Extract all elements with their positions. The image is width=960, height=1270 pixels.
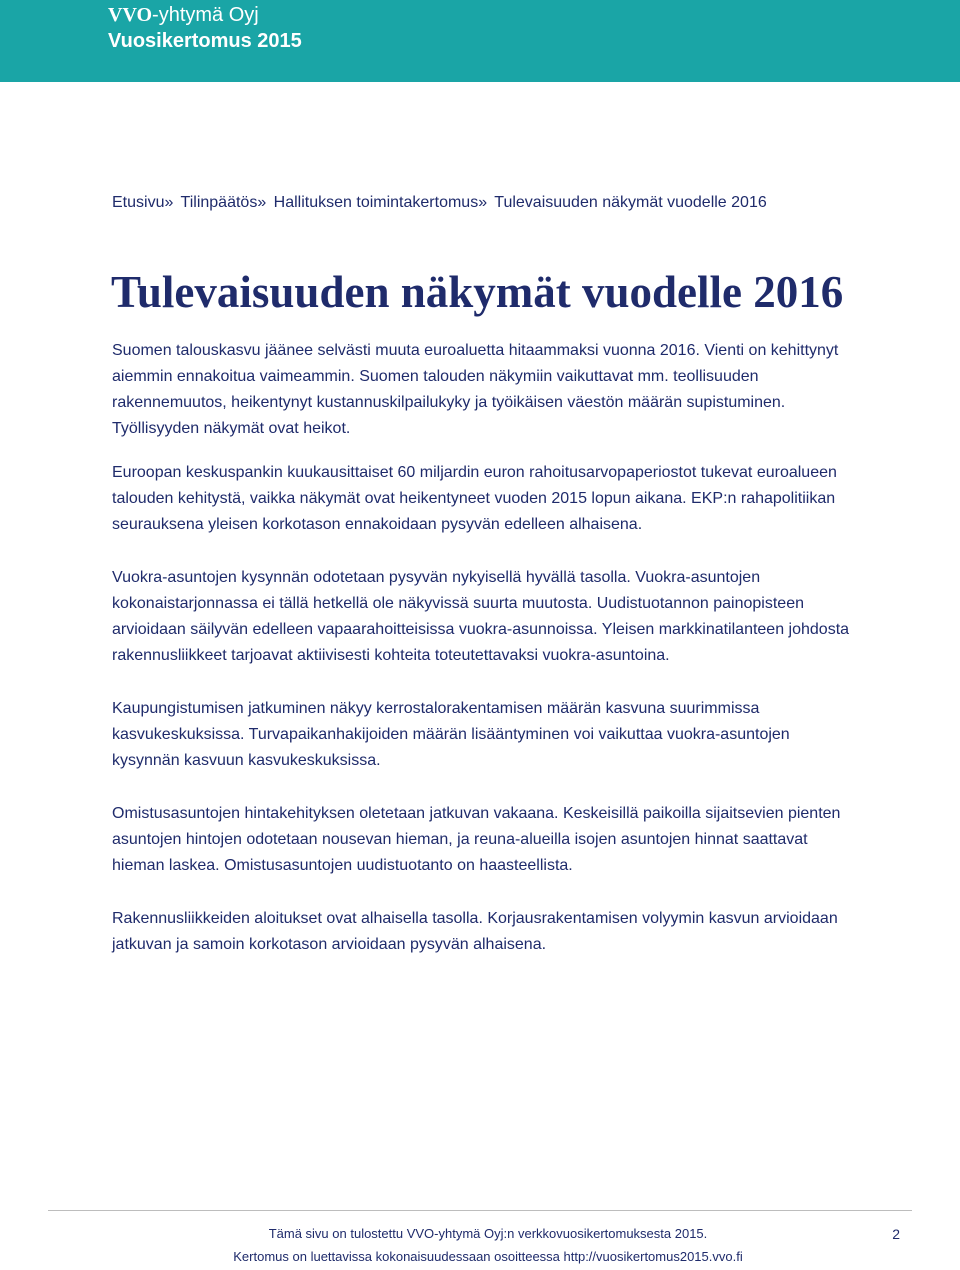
breadcrumb bbox=[112, 192, 852, 214]
breadcrumb-separator: » bbox=[164, 194, 174, 211]
company-name bbox=[108, 3, 259, 27]
footer-divider bbox=[48, 1210, 912, 1211]
breadcrumb-item-current: Tulevaisuuden näkymät vuodelle 2016 bbox=[494, 194, 767, 211]
footer-print-note: Tämä sivu on tulostettu VVO-yhtymä Oyj:n verkkovuosikertomuksesta 2015. bbox=[268, 1226, 708, 1241]
company-suffix: -yhtymä Oyj bbox=[152, 4, 259, 26]
body-paragraph: Rakennusliikkeiden aloitukset ovat alhaisella tasolla. Korjausrakentamisen volyymin kasvun arvioidaan jatkuvan ja samoin korkotason arvioidaan pysyvän alhaisena. bbox=[112, 910, 838, 953]
breadcrumb-item-home[interactable]: Etusivu bbox=[112, 194, 165, 211]
body-paragraph: Vuokra-asuntojen kysynnän odotetaan pysyvän nykyisellä hyvällä tasolla. Vuokra-asuntojen kokonaistarjonnassa ei tällä hetkellä ole näkyvissä suurta muutosta. Uudistuotannon painopisteen arvioidaan säilyvän edelleen vapaarahoitteisissa vuokra-asunnoissa. Yleisen markkinatilanteen johdosta rakennusliikkeet tarjoavat aktiivisesti kohteita toteutettavaksi vuokra-asuntoina. bbox=[112, 569, 850, 664]
header-bar bbox=[0, 0, 960, 82]
body-paragraph: Omistusasuntojen hintakehityksen oletetaan jatkuvan vakaana. Keskeisillä paikoilla sijaitsevien pienten asuntojen hintojen odotetaan nousevan hieman, ja reuna-alueilla isojen asuntojen hinnat saattavat hieman laskea. Omistusasuntojen uudistuotanto on haasteellista. bbox=[112, 805, 841, 874]
report-title: Vuosikertomus 2015 bbox=[108, 30, 302, 52]
lead-paragraph: Suomen talouskasvu jäänee selvästi muuta euroaluetta hitaammaksi vuonna 2016. Vienti on kehittynyt aiemmin ennakoitua vaimeammin. Suomen talouden näkymiin vaikuttavat mm. teollisuuden rakennemuutos, heikentynyt kustannuskilpailukyky ja työikäisen väestön määrän supistuminen. Työllisyyden näkymät ovat heikot. bbox=[112, 342, 839, 437]
body-paragraph: Euroopan keskuspankin kuukausittaiset 60 miljardin euron rahoitusarvopaperiostot tukevat euroalueen talouden kehitystä, vaikka näkymät ovat heikentyneet vuoden 2015 lopun aikana. EKP:n rahapolitiikan seurauksena yleisen korkotason ennakoidaan pysyvän edelleen alhaisena. bbox=[112, 464, 837, 533]
breadcrumb-separator: » bbox=[257, 194, 267, 211]
article-body bbox=[112, 338, 852, 985]
body-paragraph: Kaupungistumisen jatkuminen näkyy kerrostalorakentamisen määrän kasvuna suurimmissa kasvukeskuksissa. Turvapaikanhakijoiden määrän lisääntyminen voi vaikuttaa vuokra-asuntojen kysynnän kasvuun kasvukeskuksissa. bbox=[112, 700, 790, 769]
breadcrumb-item-toimintakertomus[interactable]: Hallituksen toimintakertomus bbox=[273, 194, 479, 211]
footer-url-note: Kertomus on luettavissa kokonaisuudessaan osoitteessa http://vuosikertomus2015.vvo.fi bbox=[233, 1249, 743, 1264]
page-number: 2 bbox=[892, 1226, 900, 1242]
brand-logo-text: VVO bbox=[108, 4, 153, 26]
breadcrumb-item-tilinpaatos[interactable]: Tilinpäätös bbox=[180, 194, 258, 211]
breadcrumb-separator: » bbox=[478, 194, 488, 211]
page-title: Tulevaisuuden näkymät vuodelle 2016 bbox=[111, 267, 844, 317]
